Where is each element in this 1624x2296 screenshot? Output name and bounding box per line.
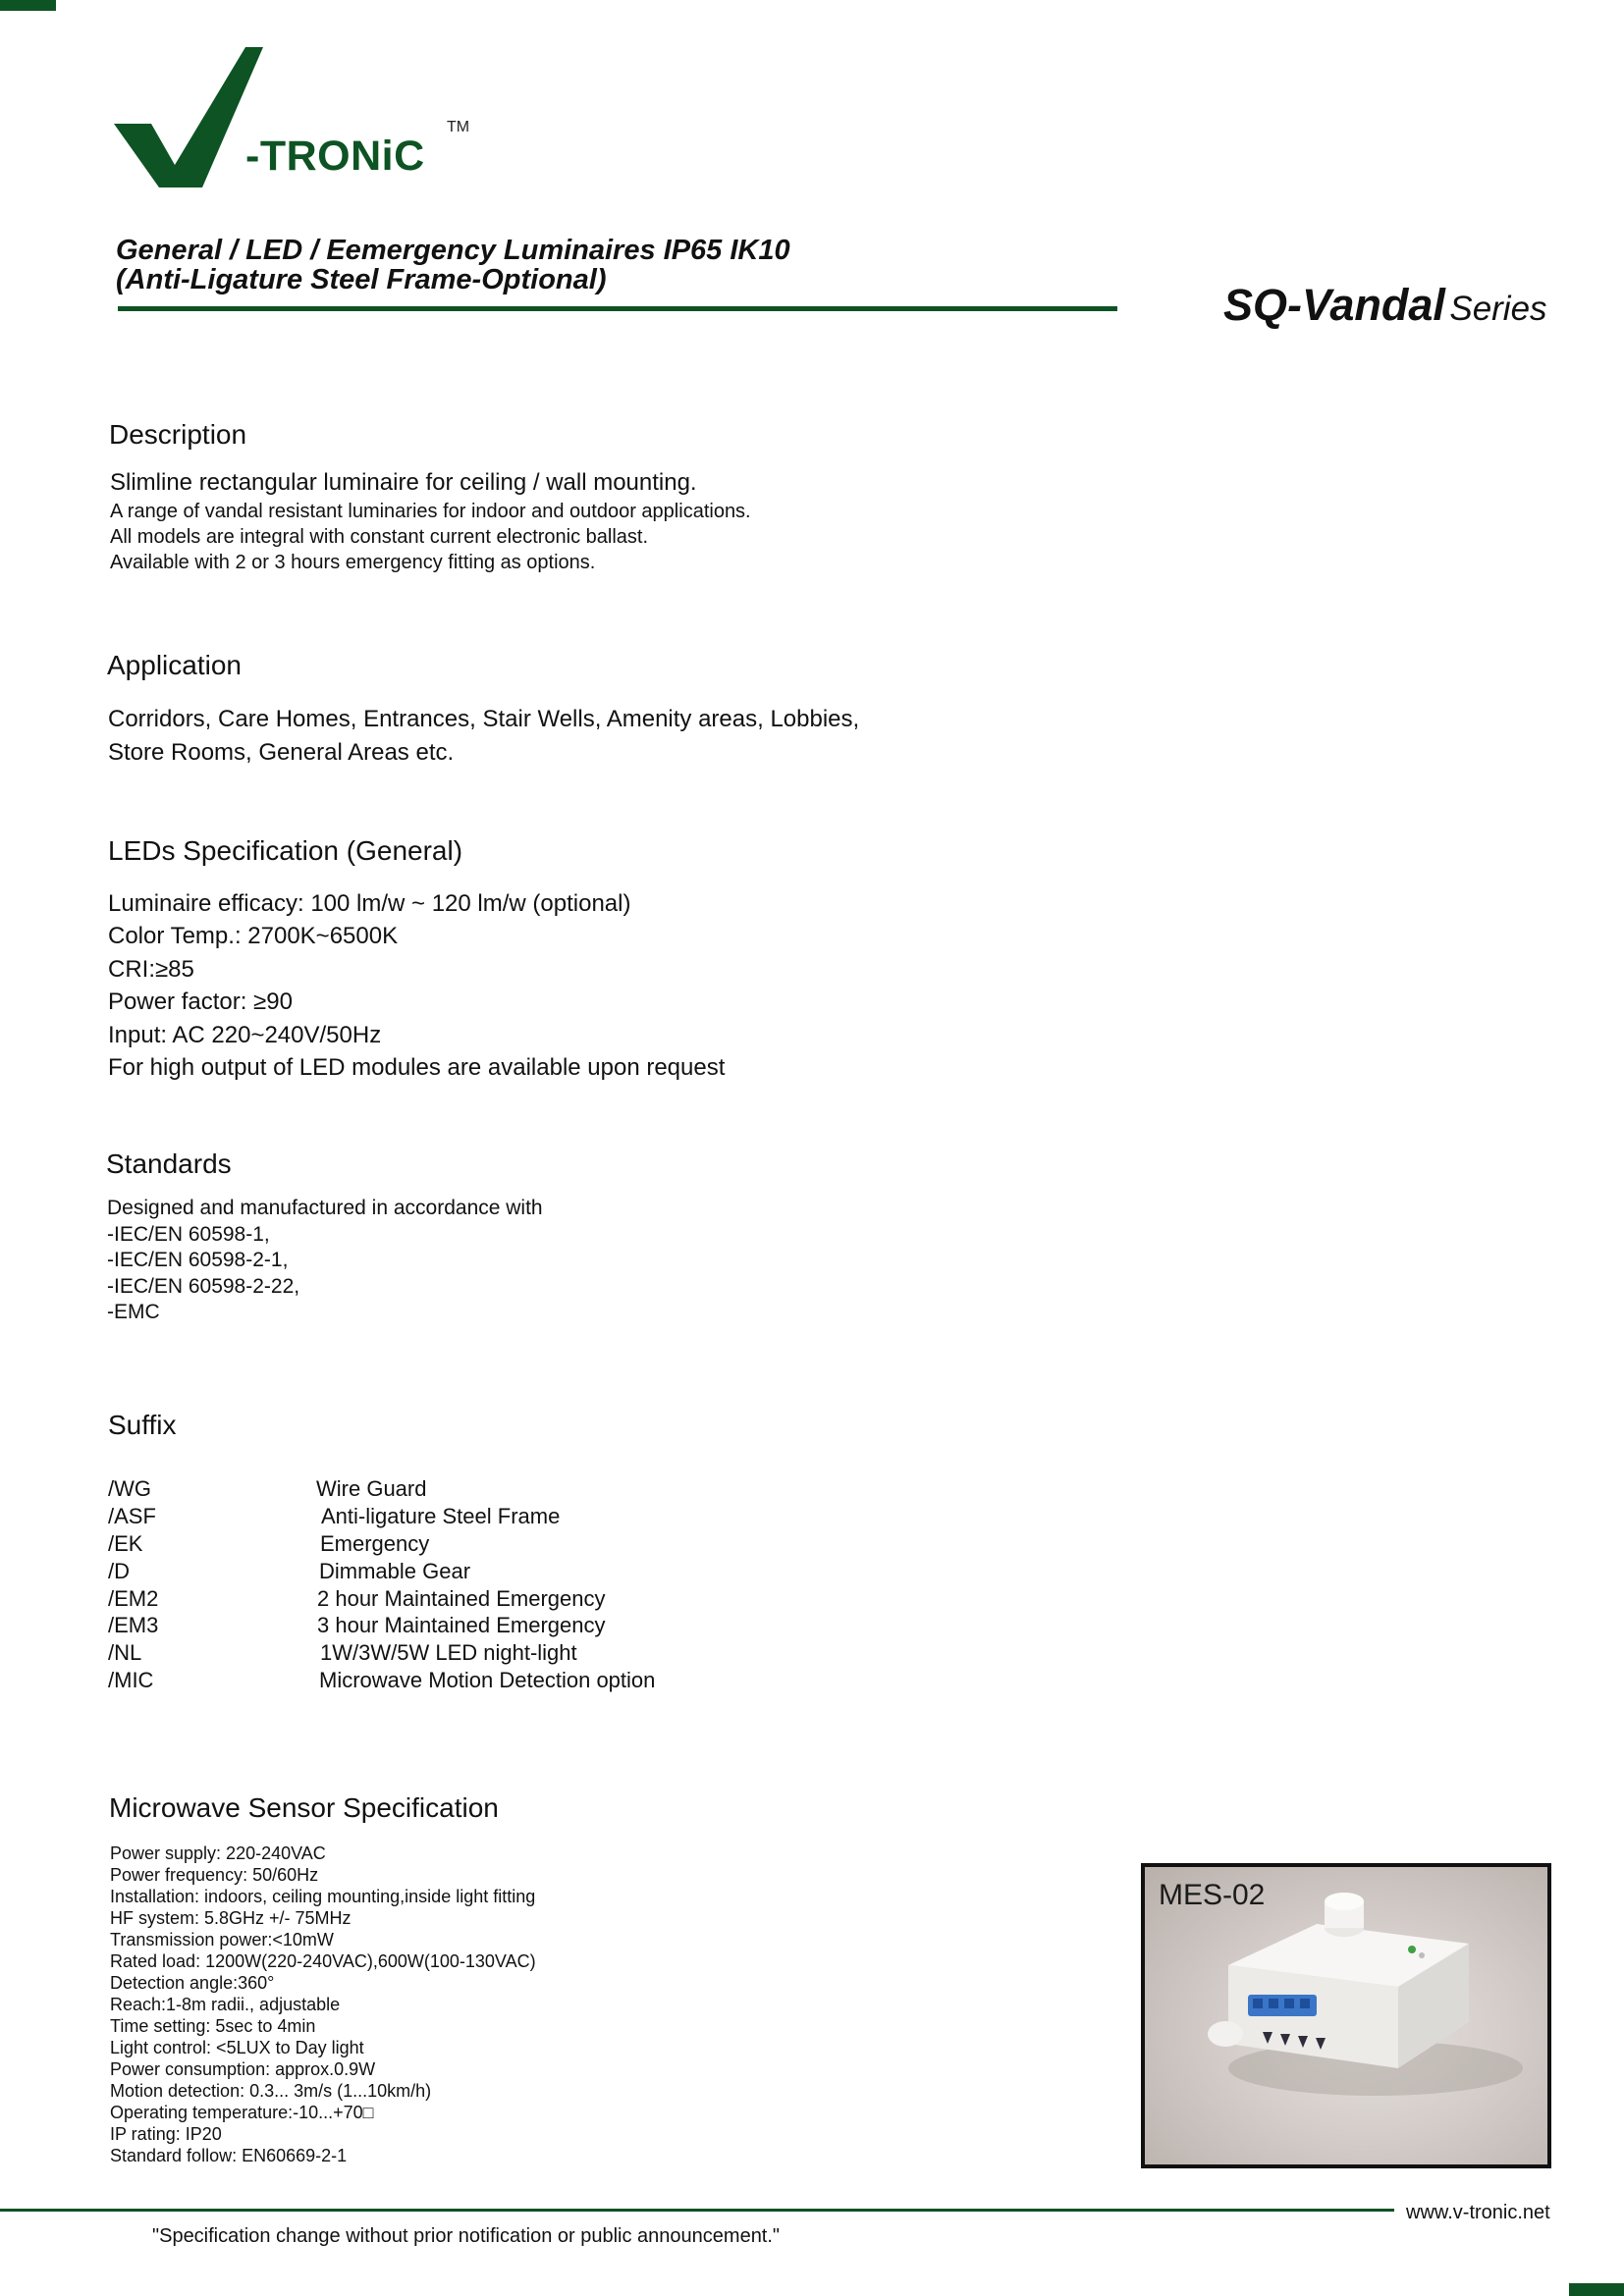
application-heading: Application [107, 650, 242, 680]
suffix-code: /EK [108, 1531, 143, 1556]
leds-line: Input: AC 220~240V/50Hz [108, 1021, 382, 1048]
sensor-spec-line: Light control: <5LUX to Day light [110, 2038, 364, 2057]
suffix-code: /WG [108, 1476, 151, 1501]
sensor-device-illustration [1145, 1867, 1547, 2164]
suffix-code: /NL [108, 1640, 142, 1665]
disclaimer-note: "Specification change without prior notification or public announcement." [152, 2225, 781, 2247]
leds-body [108, 887, 725, 1084]
suffix-row [108, 1613, 795, 1640]
suffix-row [108, 1504, 795, 1531]
sensor-spec-line: Reach:1-8m radii., adjustable [110, 1995, 341, 2014]
product-subtitle [116, 236, 790, 294]
application-body [108, 703, 859, 770]
sensor-spec-list [110, 1842, 536, 2166]
sensor-spec-line: Transmission power:<10mW [110, 1930, 334, 1949]
series-title [1223, 280, 1547, 331]
suffix-desc: Wire Guard [316, 1476, 427, 1501]
title-divider [118, 306, 1117, 311]
suffix-row [108, 1559, 795, 1586]
sensor-spec-line: Installation: indoors, ceiling mounting,inside light fitting [110, 1887, 536, 1906]
suffix-code: /EM3 [108, 1613, 159, 1637]
leds-line: For high output of LED modules are available upon request [108, 1054, 726, 1082]
sensor-spec-line: HF system: 5.8GHz +/- 75MHz [110, 1908, 352, 1928]
suffix-row [108, 1586, 795, 1614]
leds-line: Luminaire efficacy: 100 lm/w ~ 120 lm/w (optional) [108, 890, 631, 917]
corner-accent-top [0, 0, 56, 11]
standards-line: -IEC/EN 60598-1, [107, 1222, 270, 1246]
standards-heading: Standards [106, 1148, 232, 1179]
corner-accent-bottom [1569, 2283, 1624, 2296]
brand-wordmark: -TRONiC [245, 133, 425, 180]
suffix-row [108, 1476, 795, 1504]
application-line: Store Rooms, General Areas etc. [108, 739, 455, 766]
suffix-desc: 1W/3W/5W LED night-light [320, 1640, 577, 1665]
description-body [110, 499, 751, 575]
standards-line: Designed and manufactured in accordance with [107, 1197, 543, 1219]
sensor-heading: Microwave Sensor Specification [109, 1792, 499, 1823]
footer-divider [0, 2209, 1394, 2212]
suffix-desc: Microwave Motion Detection option [319, 1668, 656, 1692]
suffix-code: /ASF [108, 1504, 156, 1528]
sensor-spec-line: Power consumption: approx.0.9W [110, 2059, 376, 2079]
application-line: Corridors, Care Homes, Entrances, Stair Wells, Amenity areas, Lobbies, [108, 706, 860, 732]
suffix-code: /EM2 [108, 1586, 159, 1611]
sensor-spec-line: Operating temperature:-10...+70□ [110, 2103, 374, 2122]
leds-line: Power factor: ≥90 [108, 988, 293, 1016]
suffix-desc: 2 hour Maintained Emergency [317, 1586, 606, 1611]
sensor-spec-line: Time setting: 5sec to 4min [110, 2016, 316, 2036]
suffix-row [108, 1531, 795, 1559]
standards-body [107, 1196, 543, 1326]
description-line: A range of vandal resistant luminaries for indoor and outdoor applications. [110, 501, 751, 522]
suffix-desc: Anti-ligature Steel Frame [321, 1504, 561, 1528]
sensor-spec-line: Detection angle:360° [110, 1973, 275, 1993]
sensor-spec-line: Power supply: 220-240VAC [110, 1843, 326, 1863]
description-lead: Slimline rectangular luminaire for ceiling / wall mounting. [110, 469, 697, 496]
sensor-photo [1141, 1863, 1551, 2168]
subtitle-line-1: General / LED / Eemergency Luminaires IP65 IK10 [116, 235, 790, 266]
suffix-code: /D [108, 1559, 130, 1583]
standards-line: -IEC/EN 60598-2-22, [107, 1274, 300, 1298]
suffix-row [108, 1668, 795, 1695]
sensor-spec-line: Standard follow: EN60669-2-1 [110, 2146, 348, 2165]
subtitle-line-2: (Anti-Ligature Steel Frame-Optional) [116, 264, 607, 295]
website-link[interactable]: www.v-tronic.net [1406, 2202, 1550, 2223]
suffix-desc: 3 hour Maintained Emergency [317, 1613, 606, 1637]
sensor-spec-line: IP rating: IP20 [110, 2124, 222, 2144]
suffix-row [108, 1640, 795, 1668]
suffix-desc: Emergency [320, 1531, 430, 1556]
series-word: Series [1449, 290, 1547, 328]
description-line: Available with 2 or 3 hours emergency fitting as options. [110, 552, 596, 573]
description-heading: Description [109, 419, 247, 450]
suffix-desc: Dimmable Gear [319, 1559, 471, 1583]
sensor-model-label: MES-02 [1159, 1879, 1266, 1911]
standards-line: -EMC [107, 1301, 160, 1323]
suffix-heading: Suffix [108, 1410, 177, 1440]
series-name: SQ-Vandal [1223, 280, 1445, 330]
leds-heading: LEDs Specification (General) [108, 835, 463, 866]
sensor-spec-line: Motion detection: 0.3... 3m/s (1...10km/h) [110, 2081, 432, 2101]
trademark-symbol: TM [447, 119, 470, 135]
suffix-code: /MIC [108, 1668, 154, 1692]
sensor-spec-line: Rated load: 1200W(220-240VAC),600W(100-130VAC) [110, 1951, 536, 1971]
standards-line: -IEC/EN 60598-2-1, [107, 1249, 289, 1271]
leds-line: CRI:≥85 [108, 955, 194, 983]
sensor-spec-line: Power frequency: 50/60Hz [110, 1865, 319, 1885]
leds-line: Color Temp.: 2700K~6500K [108, 923, 399, 950]
description-line: All models are integral with constant current electronic ballast. [110, 526, 649, 548]
